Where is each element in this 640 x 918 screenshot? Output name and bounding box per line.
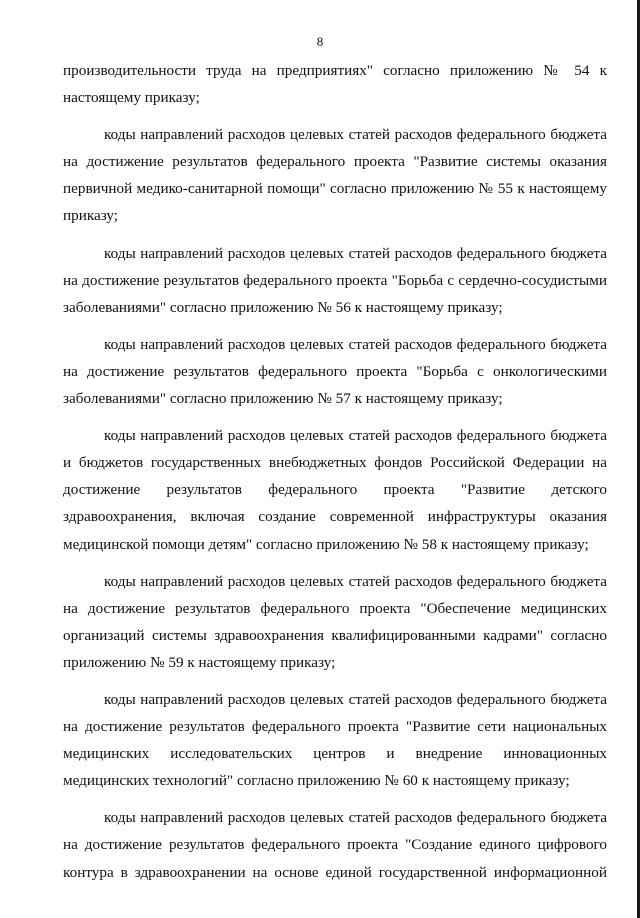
page-number: 8 (316, 34, 324, 49)
paragraph-unified-digital-circuit: коды направлений расходов целевых статей расходов федерального бюджета на достижение результатов федерального проекта "Создание единого цифрового контура в здравоохранении на основе единой государственной информационной (63, 809, 607, 881)
paragraph-appendix-57: коды направлений расходов целевых статей расходов федерального бюджета на достижение результатов федерального проекта "Борьба с онкологическими заболеваниями" согласно приложению № 57 к настоящему приказу; (63, 335, 607, 408)
document-body (63, 57, 607, 886)
paragraph-appendix-58: коды направлений расходов целевых статей расходов федерального бюджета и бюджетов государственных внебюджетных фондов Российской Федерации на достижение результатов федерального проекта "Развитие детского здравоохранения, включая создание современной инфраструктуры оказания медицинской помощи детям" согласно приложению № 58 к настоящему приказу; (63, 427, 607, 553)
paragraph-appendix-54: производительности труда на предприятиях" согласно приложению № 54 к настоящему приказу; (63, 62, 607, 107)
paragraph-appendix-60: коды направлений расходов целевых статей расходов федерального бюджета на достижение результатов федерального проекта "Развитие сети национальных медицинских исследовательских центров и внедрение инновационных медицинских технологий" согласно приложению № 60 к настоящему приказу; (63, 690, 607, 790)
paragraph-appendix-56: коды направлений расходов целевых статей расходов федерального бюджета на достижение результатов федерального проекта "Борьба с сердечно-сосудистыми заболеваниями" согласно приложению № 56 к настоящему приказу; (63, 244, 607, 316)
paragraph-appendix-59: коды направлений расходов целевых статей расходов федерального бюджета на достижение результатов федерального проекта "Обеспечение медицинских организаций системы здравоохранения квалифицированными кадрами" согласно приложению № 59 к настоящему приказу; (63, 572, 607, 671)
paragraph-appendix-55: коды направлений расходов целевых статей расходов федерального бюджета на достижение результатов федерального проекта "Развитие системы оказания первичной медико-санитарной помощи" согласно приложению № 55 к настоящему приказу; (63, 126, 607, 225)
